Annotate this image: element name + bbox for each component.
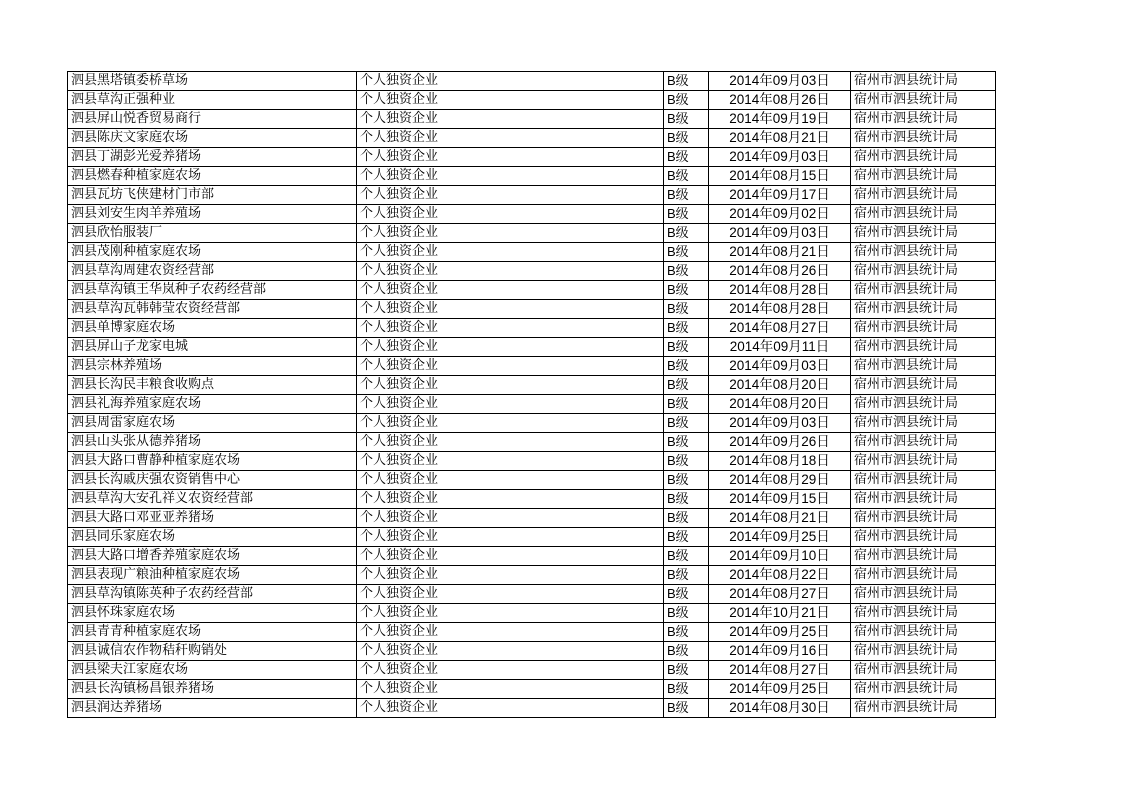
enterprise-name-cell: 泗县大路口增香养殖家庭农场 bbox=[68, 547, 357, 566]
rating-date-cell: 2014年08月21日 bbox=[709, 129, 851, 148]
rating-authority-cell: 宿州市泗县统计局 bbox=[851, 395, 996, 414]
credit-grade-cell: B级 bbox=[664, 680, 709, 699]
credit-grade-cell: B级 bbox=[664, 452, 709, 471]
enterprise-name-cell: 泗县长沟民丰粮食收购点 bbox=[68, 376, 357, 395]
rating-date-cell: 2014年08月20日 bbox=[709, 395, 851, 414]
credit-grade-cell: B级 bbox=[664, 376, 709, 395]
rating-date-cell: 2014年09月19日 bbox=[709, 110, 851, 129]
enterprise-name-cell: 泗县周雷家庭农场 bbox=[68, 414, 357, 433]
enterprise-type-cell: 个人独资企业 bbox=[357, 547, 664, 566]
rating-date-cell: 2014年08月28日 bbox=[709, 281, 851, 300]
rating-authority-cell: 宿州市泗县统计局 bbox=[851, 452, 996, 471]
enterprise-type-cell: 个人独资企业 bbox=[357, 528, 664, 547]
credit-grade-cell: B级 bbox=[664, 566, 709, 585]
table-row bbox=[68, 699, 996, 718]
enterprise-type-cell: 个人独资企业 bbox=[357, 224, 664, 243]
enterprise-type-cell: 个人独资企业 bbox=[357, 376, 664, 395]
credit-rating-table bbox=[67, 71, 996, 718]
table-row bbox=[68, 433, 996, 452]
enterprise-type-cell: 个人独资企业 bbox=[357, 604, 664, 623]
rating-date-cell: 2014年08月30日 bbox=[709, 699, 851, 718]
rating-authority-cell: 宿州市泗县统计局 bbox=[851, 566, 996, 585]
enterprise-name-cell: 泗县燃春种植家庭农场 bbox=[68, 167, 357, 186]
rating-authority-cell: 宿州市泗县统计局 bbox=[851, 414, 996, 433]
rating-date-cell: 2014年08月20日 bbox=[709, 376, 851, 395]
table-row bbox=[68, 91, 996, 110]
table-row bbox=[68, 376, 996, 395]
enterprise-name-cell: 泗县表现广粮油种植家庭农场 bbox=[68, 566, 357, 585]
credit-grade-cell: B级 bbox=[664, 642, 709, 661]
rating-authority-cell: 宿州市泗县统计局 bbox=[851, 243, 996, 262]
credit-grade-cell: B级 bbox=[664, 661, 709, 680]
credit-grade-cell: B级 bbox=[664, 186, 709, 205]
credit-grade-cell: B级 bbox=[664, 414, 709, 433]
table-row bbox=[68, 243, 996, 262]
rating-authority-cell: 宿州市泗县统计局 bbox=[851, 186, 996, 205]
enterprise-name-cell: 泗县草沟镇陈英种子农药经营部 bbox=[68, 585, 357, 604]
rating-date-cell: 2014年09月17日 bbox=[709, 186, 851, 205]
rating-date-cell: 2014年09月02日 bbox=[709, 205, 851, 224]
rating-authority-cell: 宿州市泗县统计局 bbox=[851, 547, 996, 566]
enterprise-type-cell: 个人独资企业 bbox=[357, 167, 664, 186]
rating-date-cell: 2014年09月03日 bbox=[709, 72, 851, 91]
enterprise-name-cell: 泗县刘安生肉羊养殖场 bbox=[68, 205, 357, 224]
enterprise-name-cell: 泗县礼海养殖家庭农场 bbox=[68, 395, 357, 414]
table-row bbox=[68, 205, 996, 224]
credit-grade-cell: B级 bbox=[664, 224, 709, 243]
enterprise-type-cell: 个人独资企业 bbox=[357, 642, 664, 661]
rating-authority-cell: 宿州市泗县统计局 bbox=[851, 167, 996, 186]
credit-grade-cell: B级 bbox=[664, 528, 709, 547]
credit-grade-cell: B级 bbox=[664, 471, 709, 490]
credit-grade-cell: B级 bbox=[664, 509, 709, 528]
table-row bbox=[68, 604, 996, 623]
rating-date-cell: 2014年09月03日 bbox=[709, 414, 851, 433]
enterprise-name-cell: 泗县陈庆文家庭农场 bbox=[68, 129, 357, 148]
table-row bbox=[68, 452, 996, 471]
rating-authority-cell: 宿州市泗县统计局 bbox=[851, 680, 996, 699]
enterprise-name-cell: 泗县长沟镇杨昌银养猪场 bbox=[68, 680, 357, 699]
enterprise-type-cell: 个人独资企业 bbox=[357, 395, 664, 414]
rating-authority-cell: 宿州市泗县统计局 bbox=[851, 642, 996, 661]
rating-date-cell: 2014年08月26日 bbox=[709, 91, 851, 110]
rating-date-cell: 2014年08月15日 bbox=[709, 167, 851, 186]
rating-date-cell: 2014年09月11日 bbox=[709, 338, 851, 357]
credit-grade-cell: B级 bbox=[664, 148, 709, 167]
enterprise-type-cell: 个人独资企业 bbox=[357, 319, 664, 338]
rating-date-cell: 2014年09月16日 bbox=[709, 642, 851, 661]
enterprise-name-cell: 泗县山头张从德养猪场 bbox=[68, 433, 357, 452]
enterprise-type-cell: 个人独资企业 bbox=[357, 91, 664, 110]
rating-authority-cell: 宿州市泗县统计局 bbox=[851, 148, 996, 167]
rating-date-cell: 2014年09月25日 bbox=[709, 623, 851, 642]
rating-date-cell: 2014年09月25日 bbox=[709, 528, 851, 547]
credit-grade-cell: B级 bbox=[664, 262, 709, 281]
enterprise-type-cell: 个人独资企业 bbox=[357, 72, 664, 91]
rating-authority-cell: 宿州市泗县统计局 bbox=[851, 509, 996, 528]
enterprise-name-cell: 泗县大路口曹静种植家庭农场 bbox=[68, 452, 357, 471]
credit-grade-cell: B级 bbox=[664, 91, 709, 110]
rating-authority-cell: 宿州市泗县统计局 bbox=[851, 110, 996, 129]
rating-date-cell: 2014年08月29日 bbox=[709, 471, 851, 490]
rating-date-cell: 2014年09月03日 bbox=[709, 224, 851, 243]
rating-authority-cell: 宿州市泗县统计局 bbox=[851, 300, 996, 319]
enterprise-name-cell: 泗县润达养猪场 bbox=[68, 699, 357, 718]
table-row bbox=[68, 547, 996, 566]
table-row bbox=[68, 357, 996, 376]
table-row bbox=[68, 585, 996, 604]
credit-grade-cell: B级 bbox=[664, 357, 709, 376]
credit-grade-cell: B级 bbox=[664, 604, 709, 623]
rating-date-cell: 2014年09月03日 bbox=[709, 357, 851, 376]
rating-authority-cell: 宿州市泗县统计局 bbox=[851, 376, 996, 395]
enterprise-type-cell: 个人独资企业 bbox=[357, 414, 664, 433]
enterprise-name-cell: 泗县大路口邓亚亚养猪场 bbox=[68, 509, 357, 528]
table-row bbox=[68, 414, 996, 433]
enterprise-name-cell: 泗县宗林养殖场 bbox=[68, 357, 357, 376]
enterprise-name-cell: 泗县屏山子龙家电城 bbox=[68, 338, 357, 357]
table-row bbox=[68, 661, 996, 680]
rating-authority-cell: 宿州市泗县统计局 bbox=[851, 205, 996, 224]
rating-authority-cell: 宿州市泗县统计局 bbox=[851, 224, 996, 243]
table-row bbox=[68, 186, 996, 205]
enterprise-type-cell: 个人独资企业 bbox=[357, 566, 664, 585]
rating-date-cell: 2014年10月21日 bbox=[709, 604, 851, 623]
table-row bbox=[68, 395, 996, 414]
rating-authority-cell: 宿州市泗县统计局 bbox=[851, 471, 996, 490]
credit-grade-cell: B级 bbox=[664, 129, 709, 148]
table-row bbox=[68, 224, 996, 243]
table-row bbox=[68, 319, 996, 338]
credit-grade-cell: B级 bbox=[664, 395, 709, 414]
enterprise-type-cell: 个人独资企业 bbox=[357, 338, 664, 357]
rating-date-cell: 2014年08月28日 bbox=[709, 300, 851, 319]
rating-authority-cell: 宿州市泗县统计局 bbox=[851, 129, 996, 148]
table-row bbox=[68, 471, 996, 490]
enterprise-type-cell: 个人独资企业 bbox=[357, 281, 664, 300]
rating-authority-cell: 宿州市泗县统计局 bbox=[851, 91, 996, 110]
rating-date-cell: 2014年08月18日 bbox=[709, 452, 851, 471]
rating-authority-cell: 宿州市泗县统计局 bbox=[851, 357, 996, 376]
rating-date-cell: 2014年09月26日 bbox=[709, 433, 851, 452]
enterprise-name-cell: 泗县黑塔镇委桥草场 bbox=[68, 72, 357, 91]
rating-date-cell: 2014年09月10日 bbox=[709, 547, 851, 566]
enterprise-name-cell: 泗县青青种植家庭农场 bbox=[68, 623, 357, 642]
enterprise-type-cell: 个人独资企业 bbox=[357, 433, 664, 452]
table-row bbox=[68, 566, 996, 585]
enterprise-name-cell: 泗县单博家庭农场 bbox=[68, 319, 357, 338]
table-row bbox=[68, 262, 996, 281]
enterprise-name-cell: 泗县丁湖彭光爱养猪场 bbox=[68, 148, 357, 167]
table-row bbox=[68, 528, 996, 547]
credit-grade-cell: B级 bbox=[664, 300, 709, 319]
credit-grade-cell: B级 bbox=[664, 167, 709, 186]
rating-authority-cell: 宿州市泗县统计局 bbox=[851, 262, 996, 281]
enterprise-type-cell: 个人独资企业 bbox=[357, 186, 664, 205]
rating-date-cell: 2014年09月03日 bbox=[709, 148, 851, 167]
credit-grade-cell: B级 bbox=[664, 338, 709, 357]
enterprise-type-cell: 个人独资企业 bbox=[357, 110, 664, 129]
enterprise-name-cell: 泗县草沟正强种业 bbox=[68, 91, 357, 110]
enterprise-type-cell: 个人独资企业 bbox=[357, 509, 664, 528]
rating-authority-cell: 宿州市泗县统计局 bbox=[851, 661, 996, 680]
table-row bbox=[68, 110, 996, 129]
rating-authority-cell: 宿州市泗县统计局 bbox=[851, 585, 996, 604]
table-row bbox=[68, 167, 996, 186]
enterprise-name-cell: 泗县诚信农作物秸秆购销处 bbox=[68, 642, 357, 661]
rating-authority-cell: 宿州市泗县统计局 bbox=[851, 281, 996, 300]
enterprise-name-cell: 泗县瓦坊飞侠建材门市部 bbox=[68, 186, 357, 205]
enterprise-type-cell: 个人独资企业 bbox=[357, 623, 664, 642]
table-row bbox=[68, 623, 996, 642]
credit-grade-cell: B级 bbox=[664, 433, 709, 452]
enterprise-type-cell: 个人独资企业 bbox=[357, 680, 664, 699]
rating-authority-cell: 宿州市泗县统计局 bbox=[851, 604, 996, 623]
rating-date-cell: 2014年08月26日 bbox=[709, 262, 851, 281]
credit-grade-cell: B级 bbox=[664, 699, 709, 718]
table-row bbox=[68, 680, 996, 699]
credit-grade-cell: B级 bbox=[664, 319, 709, 338]
rating-authority-cell: 宿州市泗县统计局 bbox=[851, 72, 996, 91]
enterprise-type-cell: 个人独资企业 bbox=[357, 357, 664, 376]
enterprise-name-cell: 泗县草沟镇王华岚种子农药经营部 bbox=[68, 281, 357, 300]
table-row bbox=[68, 148, 996, 167]
enterprise-name-cell: 泗县草沟大安孔祥义农资经营部 bbox=[68, 490, 357, 509]
table-row bbox=[68, 338, 996, 357]
table-row bbox=[68, 509, 996, 528]
rating-date-cell: 2014年09月25日 bbox=[709, 680, 851, 699]
credit-grade-cell: B级 bbox=[664, 281, 709, 300]
rating-authority-cell: 宿州市泗县统计局 bbox=[851, 433, 996, 452]
enterprise-type-cell: 个人独资企业 bbox=[357, 585, 664, 604]
enterprise-name-cell: 泗县同乐家庭农场 bbox=[68, 528, 357, 547]
enterprise-type-cell: 个人独资企业 bbox=[357, 471, 664, 490]
enterprise-name-cell: 泗县梁夫江家庭农场 bbox=[68, 661, 357, 680]
enterprise-type-cell: 个人独资企业 bbox=[357, 129, 664, 148]
rating-date-cell: 2014年08月27日 bbox=[709, 319, 851, 338]
rating-authority-cell: 宿州市泗县统计局 bbox=[851, 338, 996, 357]
enterprise-type-cell: 个人独资企业 bbox=[357, 490, 664, 509]
enterprise-name-cell: 泗县怀珠家庭农场 bbox=[68, 604, 357, 623]
enterprise-name-cell: 泗县长沟戚庆强农资销售中心 bbox=[68, 471, 357, 490]
rating-date-cell: 2014年08月22日 bbox=[709, 566, 851, 585]
enterprise-type-cell: 个人独资企业 bbox=[357, 661, 664, 680]
rating-authority-cell: 宿州市泗县统计局 bbox=[851, 319, 996, 338]
rating-authority-cell: 宿州市泗县统计局 bbox=[851, 623, 996, 642]
table-row bbox=[68, 642, 996, 661]
credit-grade-cell: B级 bbox=[664, 623, 709, 642]
enterprise-type-cell: 个人独资企业 bbox=[357, 699, 664, 718]
credit-grade-cell: B级 bbox=[664, 243, 709, 262]
credit-grade-cell: B级 bbox=[664, 110, 709, 129]
enterprise-name-cell: 泗县草沟周建农资经营部 bbox=[68, 262, 357, 281]
enterprise-name-cell: 泗县茂刚种植家庭农场 bbox=[68, 243, 357, 262]
rating-authority-cell: 宿州市泗县统计局 bbox=[851, 490, 996, 509]
enterprise-name-cell: 泗县欣怡服装厂 bbox=[68, 224, 357, 243]
enterprise-name-cell: 泗县屏山悦香贸易商行 bbox=[68, 110, 357, 129]
enterprise-type-cell: 个人独资企业 bbox=[357, 452, 664, 471]
enterprise-type-cell: 个人独资企业 bbox=[357, 300, 664, 319]
rating-date-cell: 2014年08月21日 bbox=[709, 509, 851, 528]
rating-date-cell: 2014年09月15日 bbox=[709, 490, 851, 509]
table-body bbox=[68, 72, 996, 718]
rating-authority-cell: 宿州市泗县统计局 bbox=[851, 528, 996, 547]
enterprise-name-cell: 泗县草沟瓦韩韩莹农资经营部 bbox=[68, 300, 357, 319]
table-row bbox=[68, 129, 996, 148]
table-row bbox=[68, 72, 996, 91]
table-row bbox=[68, 490, 996, 509]
rating-date-cell: 2014年08月21日 bbox=[709, 243, 851, 262]
credit-grade-cell: B级 bbox=[664, 547, 709, 566]
enterprise-type-cell: 个人独资企业 bbox=[357, 243, 664, 262]
credit-grade-cell: B级 bbox=[664, 585, 709, 604]
credit-grade-cell: B级 bbox=[664, 72, 709, 91]
rating-date-cell: 2014年08月27日 bbox=[709, 661, 851, 680]
table-row bbox=[68, 300, 996, 319]
credit-grade-cell: B级 bbox=[664, 490, 709, 509]
enterprise-type-cell: 个人独资企业 bbox=[357, 205, 664, 224]
enterprise-type-cell: 个人独资企业 bbox=[357, 148, 664, 167]
enterprise-type-cell: 个人独资企业 bbox=[357, 262, 664, 281]
credit-grade-cell: B级 bbox=[664, 205, 709, 224]
table-row bbox=[68, 281, 996, 300]
rating-authority-cell: 宿州市泗县统计局 bbox=[851, 699, 996, 718]
rating-date-cell: 2014年08月27日 bbox=[709, 585, 851, 604]
